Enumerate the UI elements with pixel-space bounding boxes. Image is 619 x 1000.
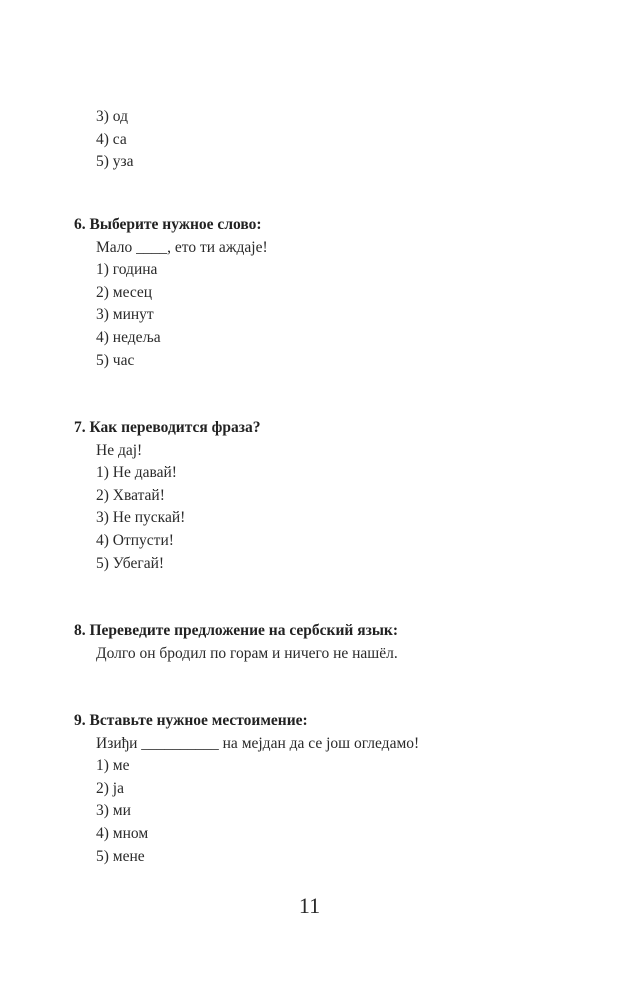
option: 5) Убегай! [96,554,165,572]
question-title: 9. Вставьте нужное местоимение: [74,712,308,729]
question-title: 6. Выберите нужное слово: [74,216,262,233]
option: 5) мене [96,847,145,865]
option: 1) ме [96,757,130,775]
option: 4) недеља [96,328,161,346]
option: 3) Не пускай! [96,509,186,527]
question-prompt: Долго он бродил по горам и ничего не нашёл. [96,644,398,662]
option: 4) са [96,130,127,148]
question-title: 7. Как переводится фраза? [74,419,261,436]
option: 4) мном [96,824,149,842]
option: 1) година [96,261,158,279]
question-8 [74,620,594,665]
question-prompt: Изиђи __________ на мејдан да се још огледамо! [96,734,420,752]
question-6 [74,214,594,372]
question-prompt: Не дај! [96,441,143,459]
option: 4) Отпусти! [96,531,174,549]
option: 3) минут [96,306,154,324]
option: 3) од [96,108,128,125]
page-number: 11 [298,893,321,918]
option: 5) уза [96,153,134,171]
question-title: 8. Переведите предложение на сербский язык: [74,622,399,639]
option: 3) ми [96,802,131,820]
question-7 [74,417,594,575]
option: 1) Не давай! [96,464,177,482]
option: 2) ја [96,779,124,797]
question-prompt: Мало ____, ето ти аждаје! [96,238,268,256]
option: 2) месец [96,283,153,301]
question-5-continuation [74,106,594,174]
option: 5) час [96,351,135,369]
option: 2) Хватай! [96,486,165,504]
question-9 [74,710,594,868]
